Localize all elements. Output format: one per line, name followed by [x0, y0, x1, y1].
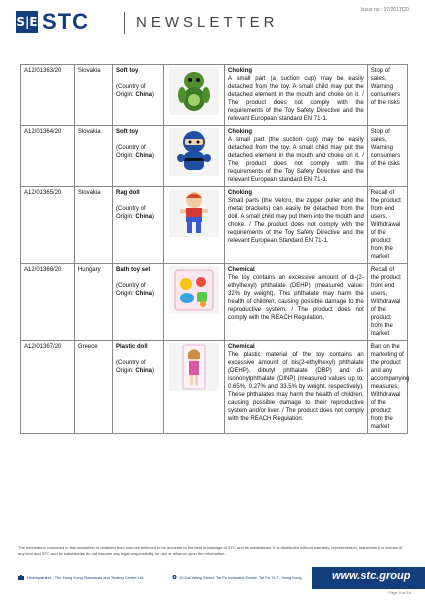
logo-text: STC [42, 9, 89, 34]
disclaimer: The information contained in this newsletter is obtained from sources believed to be accurate to the best knowledge of STC and its subsidiaries. It is distributed without warranty, representation, inducement or license of any kind and STC and its subsidiaries do not assume any legal responsibility for use or reliance upon the information. [18, 545, 403, 556]
risk-type: Choking [228, 68, 253, 74]
risk-type: Chemical [228, 267, 255, 273]
recall-table [20, 64, 408, 434]
risk-text: Small parts (the Velcro, the zipper puller and the metal brackets) can easily be detached from the doll. A small child may put them into the mouth and choke. / The product does not comply with the requirements of the Toy Safety Directive and the relevant European Standard EN 71-1. [228, 198, 364, 244]
stc-logo [16, 11, 89, 33]
origin-country: China [135, 214, 152, 220]
measures-taken: Stop of sales, Warning consumers of the risks [367, 126, 407, 187]
product-name: Plastic doll [115, 344, 148, 350]
product-image [163, 65, 224, 126]
product-name: Rag doll [115, 190, 140, 196]
origin-line: (Country of Origin: China) [115, 206, 154, 220]
notification-ref: A12/01363/20 [21, 65, 75, 126]
issue-number: Issue no.: 37/2017CD [360, 7, 409, 13]
product-image [163, 264, 224, 341]
risk-description [225, 264, 368, 341]
product-cell [112, 187, 163, 264]
risk-text: A small part (the suction cup) may be easily detached from the toy. A small child may put the detached element in the mouth and choke on it. / The product does not comply with the requirements of the Toy Safety Directive and the relevant European standard EN 71-1. [228, 137, 364, 183]
origin-label: (Country of Origin: [115, 360, 146, 374]
product-cell [112, 65, 163, 126]
table-row [21, 264, 408, 341]
address [172, 575, 302, 580]
risk-type: Choking [228, 129, 253, 135]
table-row [21, 65, 408, 126]
website-link[interactable]: www.stc.group [332, 570, 411, 582]
origin-country: China [135, 291, 152, 297]
page-number: Page 8 of 16 [388, 590, 411, 595]
table-row [21, 187, 408, 264]
location-pin-icon [172, 575, 177, 580]
bath-toy-set-icon [168, 266, 220, 314]
product-name: Bath toy set [115, 267, 151, 273]
table-row [21, 126, 408, 187]
measures-taken: Stop of sales, Warning consumers of the risks [367, 65, 407, 126]
risk-text: The plastic material of the toy contains an excessive amount of bis(2-ethylhexyl) phthalate (DEHP), dibutyl phthalate (DBP) and di-isononylphthalate (DINP) (measured values up to: 0.65%, 0.27% and 33.5% by weight, respectively). These phthalates may harm the health of children, causing possible damage to their reproductive system and/or liver. / The product does not comply with the REACH Regulation. [228, 352, 364, 422]
origin-country: China [135, 153, 152, 159]
product-cell [112, 126, 163, 187]
origin-line: (Country of Origin: China) [115, 360, 154, 374]
origin-country: China [135, 92, 152, 98]
notification-ref: A12/01365/20 [21, 187, 75, 264]
product-cell [112, 264, 163, 341]
risk-description [225, 65, 368, 126]
measures-taken: Ban on the marketing of the product and any accompanying measures, Withdrawal of the product from the market [367, 341, 407, 434]
risk-text: The toy contains an excessive amount of di-(2-ethylhexyl) phthalate (DEHP) (measured value: 32% by weight). This phthalate may harm the health of children, causing possible damage to the reproductive system. / The product does not comply with the REACH Regulation. [228, 275, 364, 321]
origin-line: (Country of Origin: China) [115, 283, 154, 297]
notifying-country: Slovakia [74, 65, 112, 126]
notifying-country: Slovakia [74, 187, 112, 264]
origin-line: (Country of Origin: China) [115, 145, 154, 159]
measures-taken: Recall of the product from end users, Withdrawal of the product from the market [367, 264, 407, 341]
notifying-country: Greece [74, 341, 112, 434]
risk-type: Choking [228, 190, 253, 196]
notifying-country: Hungary [74, 264, 112, 341]
origin-label: (Country of Origin: [115, 84, 146, 98]
address-text: 10 Dai Wang Street, Tai Po Industrial Estate, Tai Po, N.T., Hong Kong [179, 575, 302, 580]
newsletter-title: NEWSLETTER [136, 14, 279, 31]
headquarters-text: Headquarters - The Hong Kong Standards and Testing Centre Ltd. [27, 575, 145, 580]
product-image [163, 126, 224, 187]
notification-ref: A12/01366/20 [21, 264, 75, 341]
origin-label: (Country of Origin: [115, 283, 146, 297]
page-header [0, 0, 425, 44]
origin-line: (Country of Origin: China) [115, 84, 154, 98]
headquarters [18, 575, 144, 580]
product-cell [112, 341, 163, 434]
notifying-country: Slovakia [74, 126, 112, 187]
measures-taken: Recall of the product from end users, Withdrawal of the product from the market [367, 187, 407, 264]
origin-label: (Country of Origin: [115, 145, 146, 159]
product-image [163, 341, 224, 434]
risk-type: Chemical [228, 344, 255, 350]
product-name: Soft toy [115, 68, 139, 74]
origin-country: China [135, 368, 152, 374]
logo-mark: S|E [16, 11, 38, 33]
origin-label: (Country of Origin: [115, 206, 146, 220]
building-icon [18, 575, 24, 580]
risk-description [225, 341, 368, 434]
blue-ninja-soft-toy-icon [168, 128, 220, 176]
rag-doll-icon [168, 189, 220, 237]
notification-ref: A12/01364/20 [21, 126, 75, 187]
risk-description [225, 126, 368, 187]
risk-description [225, 187, 368, 264]
green-alien-soft-toy-icon [168, 67, 220, 115]
product-image [163, 187, 224, 264]
table-row [21, 341, 408, 434]
notification-ref: A12/01367/20 [21, 341, 75, 434]
product-name: Soft toy [115, 129, 139, 135]
plastic-doll-icon [168, 343, 220, 391]
risk-text: A small part (a suction cup) may be easily detached from the toy. A small child may put the detached element in the mouth and choke on it. / The product does not comply with the requirements of the Toy Safety Directive and the relevant European standard EN 71-1. [228, 76, 364, 122]
header-divider [124, 12, 125, 34]
